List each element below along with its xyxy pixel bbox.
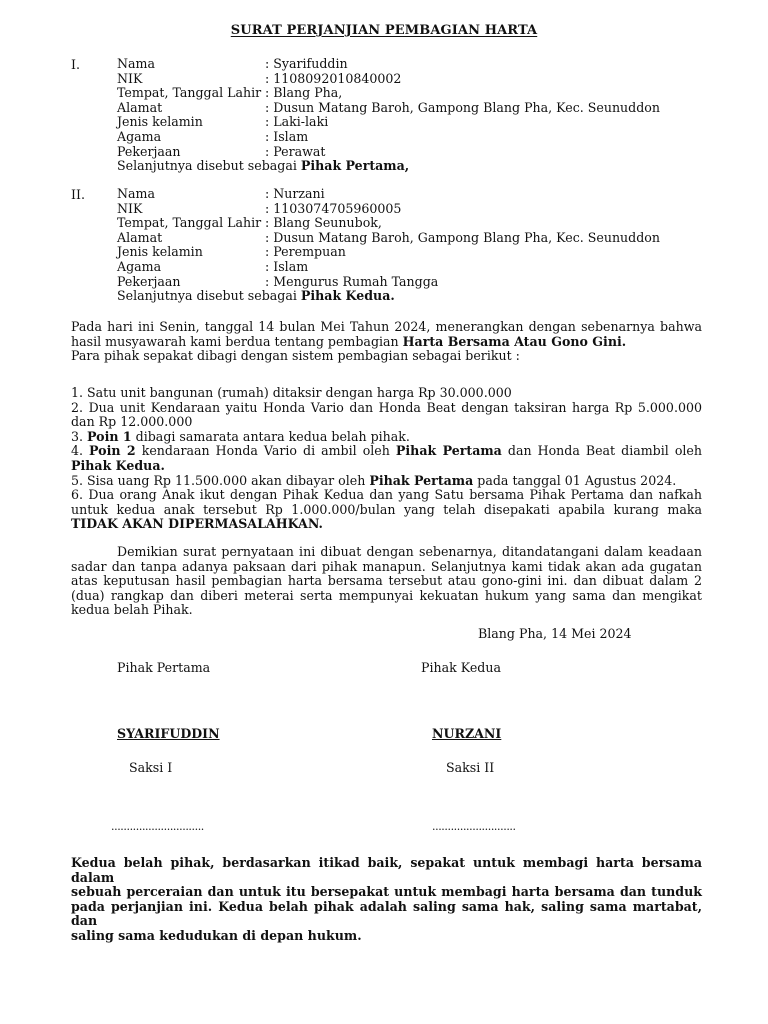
intro-paragraph [71, 320, 702, 364]
statement-paragraph [71, 545, 702, 618]
left-witness-label: Saksi I [129, 760, 173, 775]
right-party-role: Pihak Kedua [421, 660, 501, 675]
closing-paragraph [71, 856, 702, 944]
statement-line-5: kedua belah Pihak. [71, 602, 193, 618]
left-signatory-name: SYARIFUDDIN [117, 726, 220, 741]
closing-line-3: pada perjanjian ini. Kedua belah pihak adalah saling sama hak, saling sama martabat, dan [71, 898, 702, 929]
item-6-line-3: TIDAK AKAN DIPERMASALAHKAN. [71, 516, 323, 532]
closing-line-4: saling sama kedudukan di depan hukum. [71, 927, 362, 943]
closing-line-2: sebuah perceraian dan untuk itu bersepakat untuk membagi harta bersama dan tunduk [71, 884, 702, 900]
right-witness-signature-line: ........................... [432, 820, 516, 833]
left-witness-signature-line: .............................. [111, 820, 204, 833]
closing-line-1: Kedua belah pihak, berdasarkan itikad baik, sepakat untuk membagi harta bersama dalam [71, 855, 702, 885]
item-5: 5. Sisa uang Rp 11.500.000 akan dibayar oleh Pihak Pertama pada tanggal 01 Agustus 2024. [71, 472, 677, 488]
item-2-line-1: 2. Dua unit Kendaraan yaitu Honda Vario dan Honda Beat dengan taksiran harga Rp 5.000.000 [71, 399, 702, 415]
item-1: 1. Satu unit bangunan (rumah) ditaksir dengan harga Rp 30.000.000 [71, 385, 512, 400]
statement-line-1: Demikian surat pernyataan ini dibuat dengan sebenarnya, ditandatangani dalam keadaan [117, 544, 702, 559]
item-2-line-2: dan Rp 12.000.000 [71, 414, 193, 430]
party-one-numeral: I. [71, 57, 80, 72]
left-party-role: Pihak Pertama [117, 660, 211, 675]
item-6-line-1: 6. Dua orang Anak ikut dengan Pihak Kedua dan yang Satu bersama Pihak Pertama dan nafkah [71, 487, 702, 503]
party-two-numeral: II. [71, 187, 85, 202]
item-3: 3. Poin 1 dibagi samarata antara kedua belah pihak. [71, 428, 410, 444]
item-6-line-2: untuk kedua anak tersebut Rp 1.000.000/bulan yang telah disepakati apabila kurang maka [71, 501, 702, 517]
place-and-date: Blang Pha, 14 Mei 2024 [478, 626, 632, 641]
intro-line-1: Pada hari ini Senin, tanggal 14 bulan Mei Tahun 2024, menerangkan dengan sebenarnya bahwa [71, 319, 702, 334]
statement-line-4: (dua) rangkap dan diberi meterai serta mempunyai kekuatan hukum yang sama dan mengikat [71, 587, 702, 603]
right-witness-label: Saksi II [446, 760, 495, 775]
intro-line-3: Para pihak sepakat dibagi dengan sistem pembagian sebagai berikut : [71, 348, 520, 364]
statement-line-3: atas keputusan hasil pembagian harta bersama tersebut atau gono-gini ini. dan dibuat dalam 2 [71, 573, 702, 589]
intro-line-2: hasil musyawarah kami berdua tentang pembagian Harta Bersama Atau Gono Gini. [71, 333, 627, 349]
document-title: SURAT PERJANJIAN PEMBAGIAN HARTA [230, 23, 538, 38]
item-4-line-2: Pihak Kedua. [71, 457, 165, 473]
right-signatory-name: NURZANI [432, 726, 502, 741]
division-items-list [71, 386, 702, 532]
statement-line-2: sadar dan tanpa adanya paksaan dari pihak manapun. Selanjutnya kami tidak akan ada gugatan [71, 558, 702, 574]
item-4-line-1: 4. Poin 2 kendaraan Honda Vario di ambil oleh Pihak Pertama dan Honda Beat diambil oleh [71, 443, 702, 459]
